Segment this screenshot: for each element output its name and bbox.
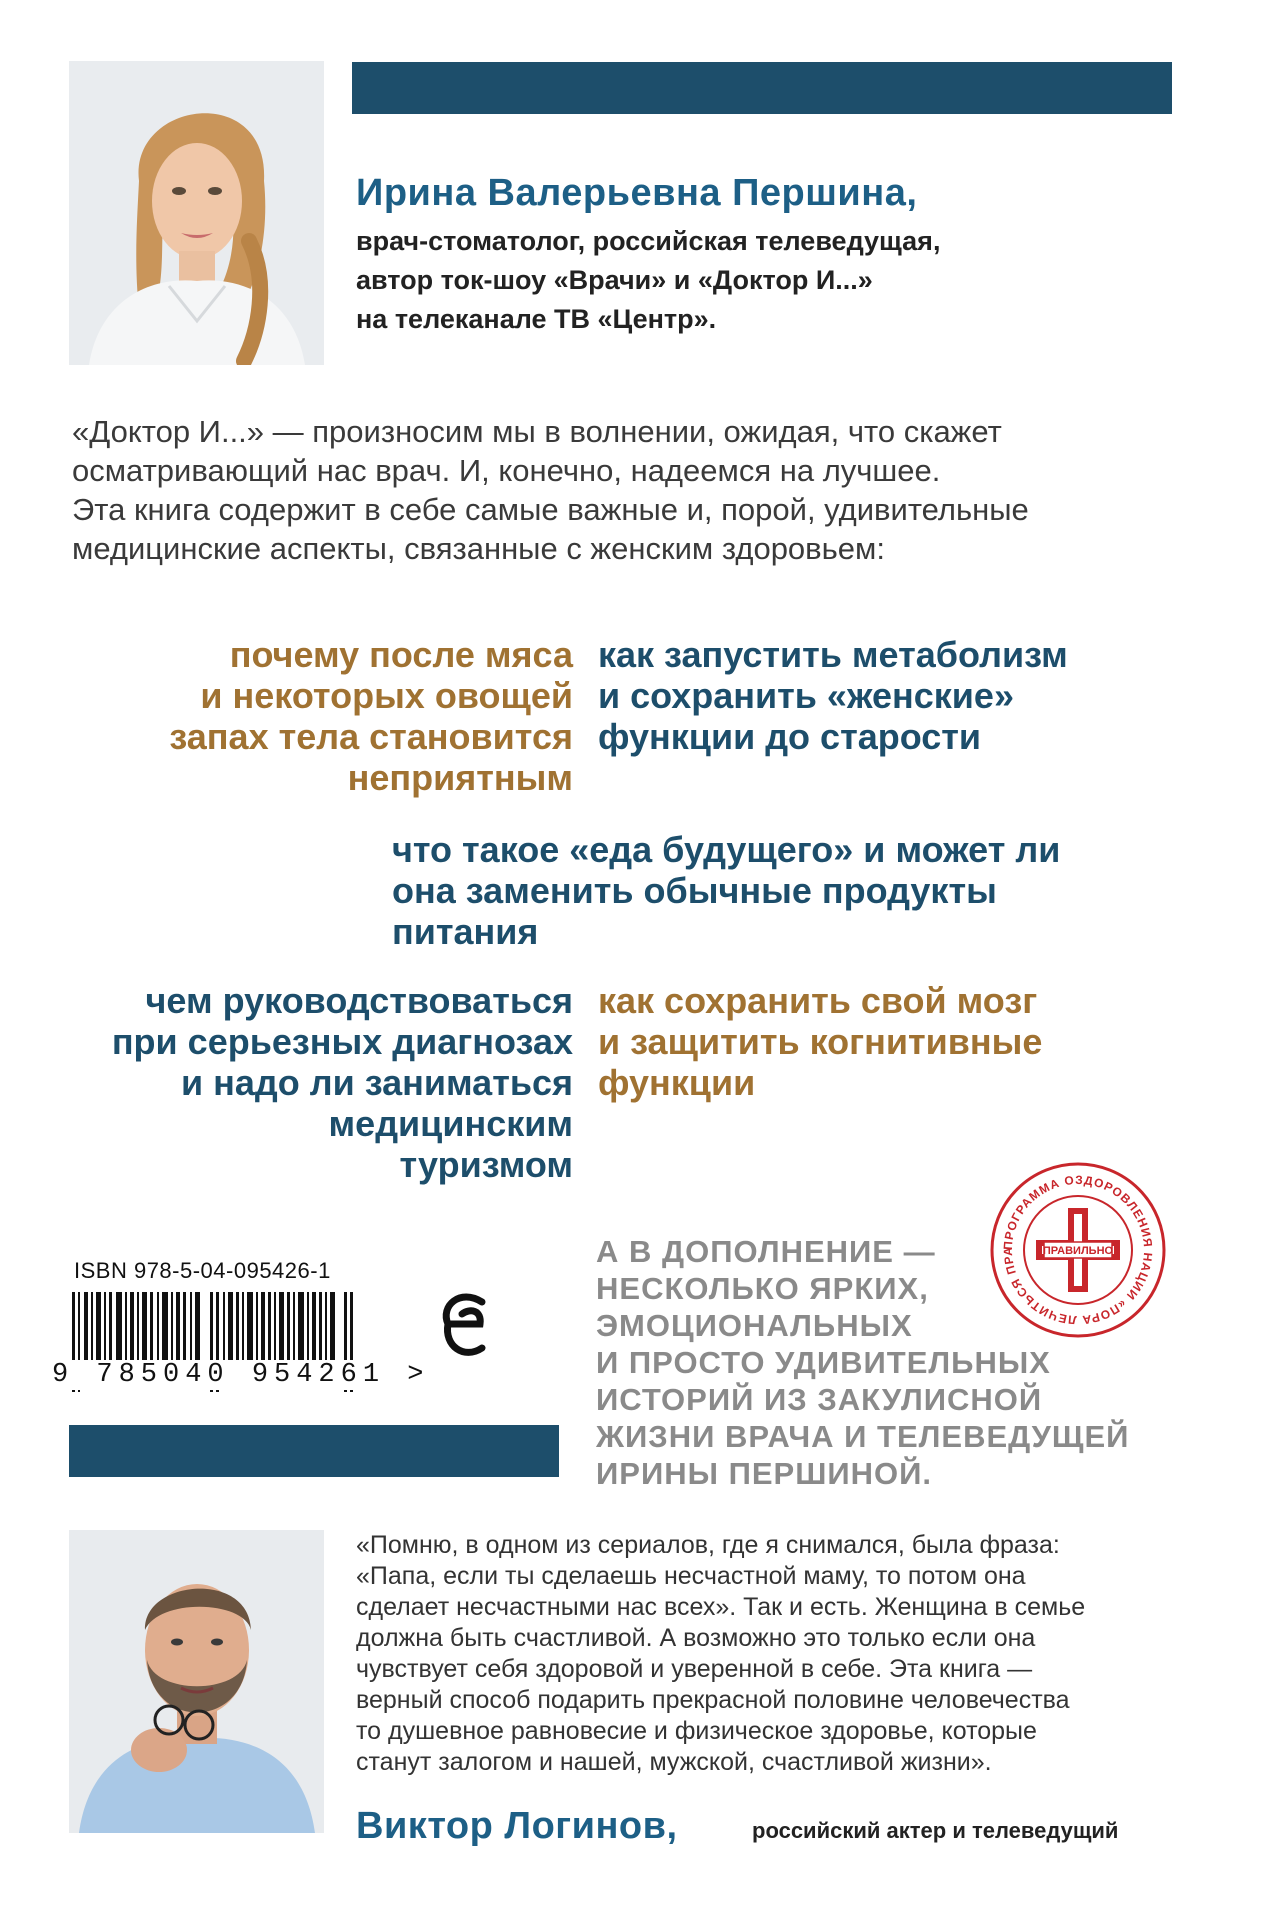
quote-line: станут залогом и нашей, мужской, счастливой жизни». [356,1748,992,1776]
topic-brain [598,980,1042,1103]
topic-future-food [392,829,1060,952]
intro-line: медицинские аспекты, связанные с женским здоровьем: [72,531,885,566]
addition-line: А В ДОПОЛНЕНИЕ — [596,1234,936,1269]
topic-line: она заменить обычные продукты [392,870,997,911]
topic-line: как запустить метаболизм [598,634,1068,675]
intro-line: Эта книга содержит в себе самые важные и, порой, удивительные [72,492,1029,527]
author-description [356,222,940,339]
publisher-logo-icon [430,1280,500,1370]
quote-line: должна быть счастливой. А возможно это только если она [356,1624,1036,1652]
topic-line: медицинским [328,1103,573,1144]
barcode-digits: 9 785040 954261 > [48,1360,433,1390]
intro-line: «Доктор И...» — произносим мы в волнении, ожидая, что скажет [72,414,1002,449]
topic-line: и сохранить «женские» [598,675,1014,716]
isbn-label: ISBN 978-5-04-095426-1 [74,1258,331,1283]
topic-line: неприятным [347,757,573,798]
quote-line: «Помню, в одном из сериалов, где я снимался, была фраза: [356,1531,1060,1559]
author-description-line: врач-стоматолог, российская телеведущая, [356,226,941,256]
topic-line: и надо ли заниматься [180,1062,573,1103]
top-banner-bar [352,62,1172,114]
topic-line: функции до старости [598,716,982,757]
stamp-ring-text: ПРОГРАММА ОЗДОРОВЛЕНИЯ НАЦИИ «ПОРА ЛЕЧИТЬСЯ ПРА [1000,1172,1156,1328]
stamp-center-label: ПРАВИЛЬНО [1042,1245,1114,1257]
quote-line: сделает несчастными нас всех». Так и есть. Женщина в семье [356,1593,1086,1621]
addition-line: НЕСКОЛЬКО ЯРКИХ, [596,1271,929,1306]
addition-line: И ПРОСТО УДИВИТЕЛЬНЫХ [596,1345,1051,1380]
intro-line: осматривающий нас врач. И, конечно, надеемся на лучшее. [72,453,941,488]
intro-paragraph [72,412,1172,568]
reviewer-photo [69,1530,324,1833]
reviewer-quote [356,1530,1176,1778]
reviewer-description: российский актер и телеведущий [752,1818,1119,1843]
quote-line: чувствует себя здоровой и уверенной в себе. Эта книга — [356,1655,1033,1683]
quote-line: верный способ подарить прекрасной половине человечества [356,1686,1070,1714]
addition-text [596,1233,1129,1492]
topic-line: что такое «еда будущего» и может ли [392,829,1061,870]
addition-line: ИРИНЫ ПЕРШИНОЙ. [596,1456,933,1491]
quote-line: то душевное равновесие и физическое здоровье, которые [356,1717,1037,1745]
topic-line: запах тела становится [169,716,573,757]
topic-metabolism [598,634,1068,757]
topic-line: питания [392,911,539,952]
topic-line: функции [598,1062,756,1103]
author-description-line: автор ток-шоу «Врачи» и «Доктор И...» [356,265,873,295]
topic-body-odor [169,634,573,798]
addition-line: ИСТОРИЙ ИЗ ЗАКУЛИСНОЙ [596,1382,1043,1417]
quote-line: «Папа, если ты сделаешь несчастной маму, то потом она [356,1562,1026,1590]
topic-line: чем руководствоваться [145,980,573,1021]
topic-line: почему после мяса [229,634,573,675]
topic-line: и защитить когнитивные [598,1021,1043,1062]
middle-banner-bar [69,1425,559,1477]
addition-line: ЖИЗНИ ВРАЧА И ТЕЛЕВЕДУЩЕЙ [596,1419,1130,1454]
author-photo [69,61,324,365]
author-name: Ирина Валерьевна Першина, [356,172,918,214]
topic-line: и некоторых овощей [200,675,573,716]
topic-line: как сохранить свой мозг [598,980,1038,1021]
reviewer-name: Виктор Логинов, [356,1805,678,1847]
topic-line: туризмом [399,1144,573,1185]
author-description-line: на телеканале ТВ «Центр». [356,304,717,334]
addition-line: ЭМОЦИОНАЛЬНЫХ [596,1308,913,1343]
topic-medical-tourism [112,980,573,1185]
topic-line: при серьезных диагнозах [111,1021,573,1062]
